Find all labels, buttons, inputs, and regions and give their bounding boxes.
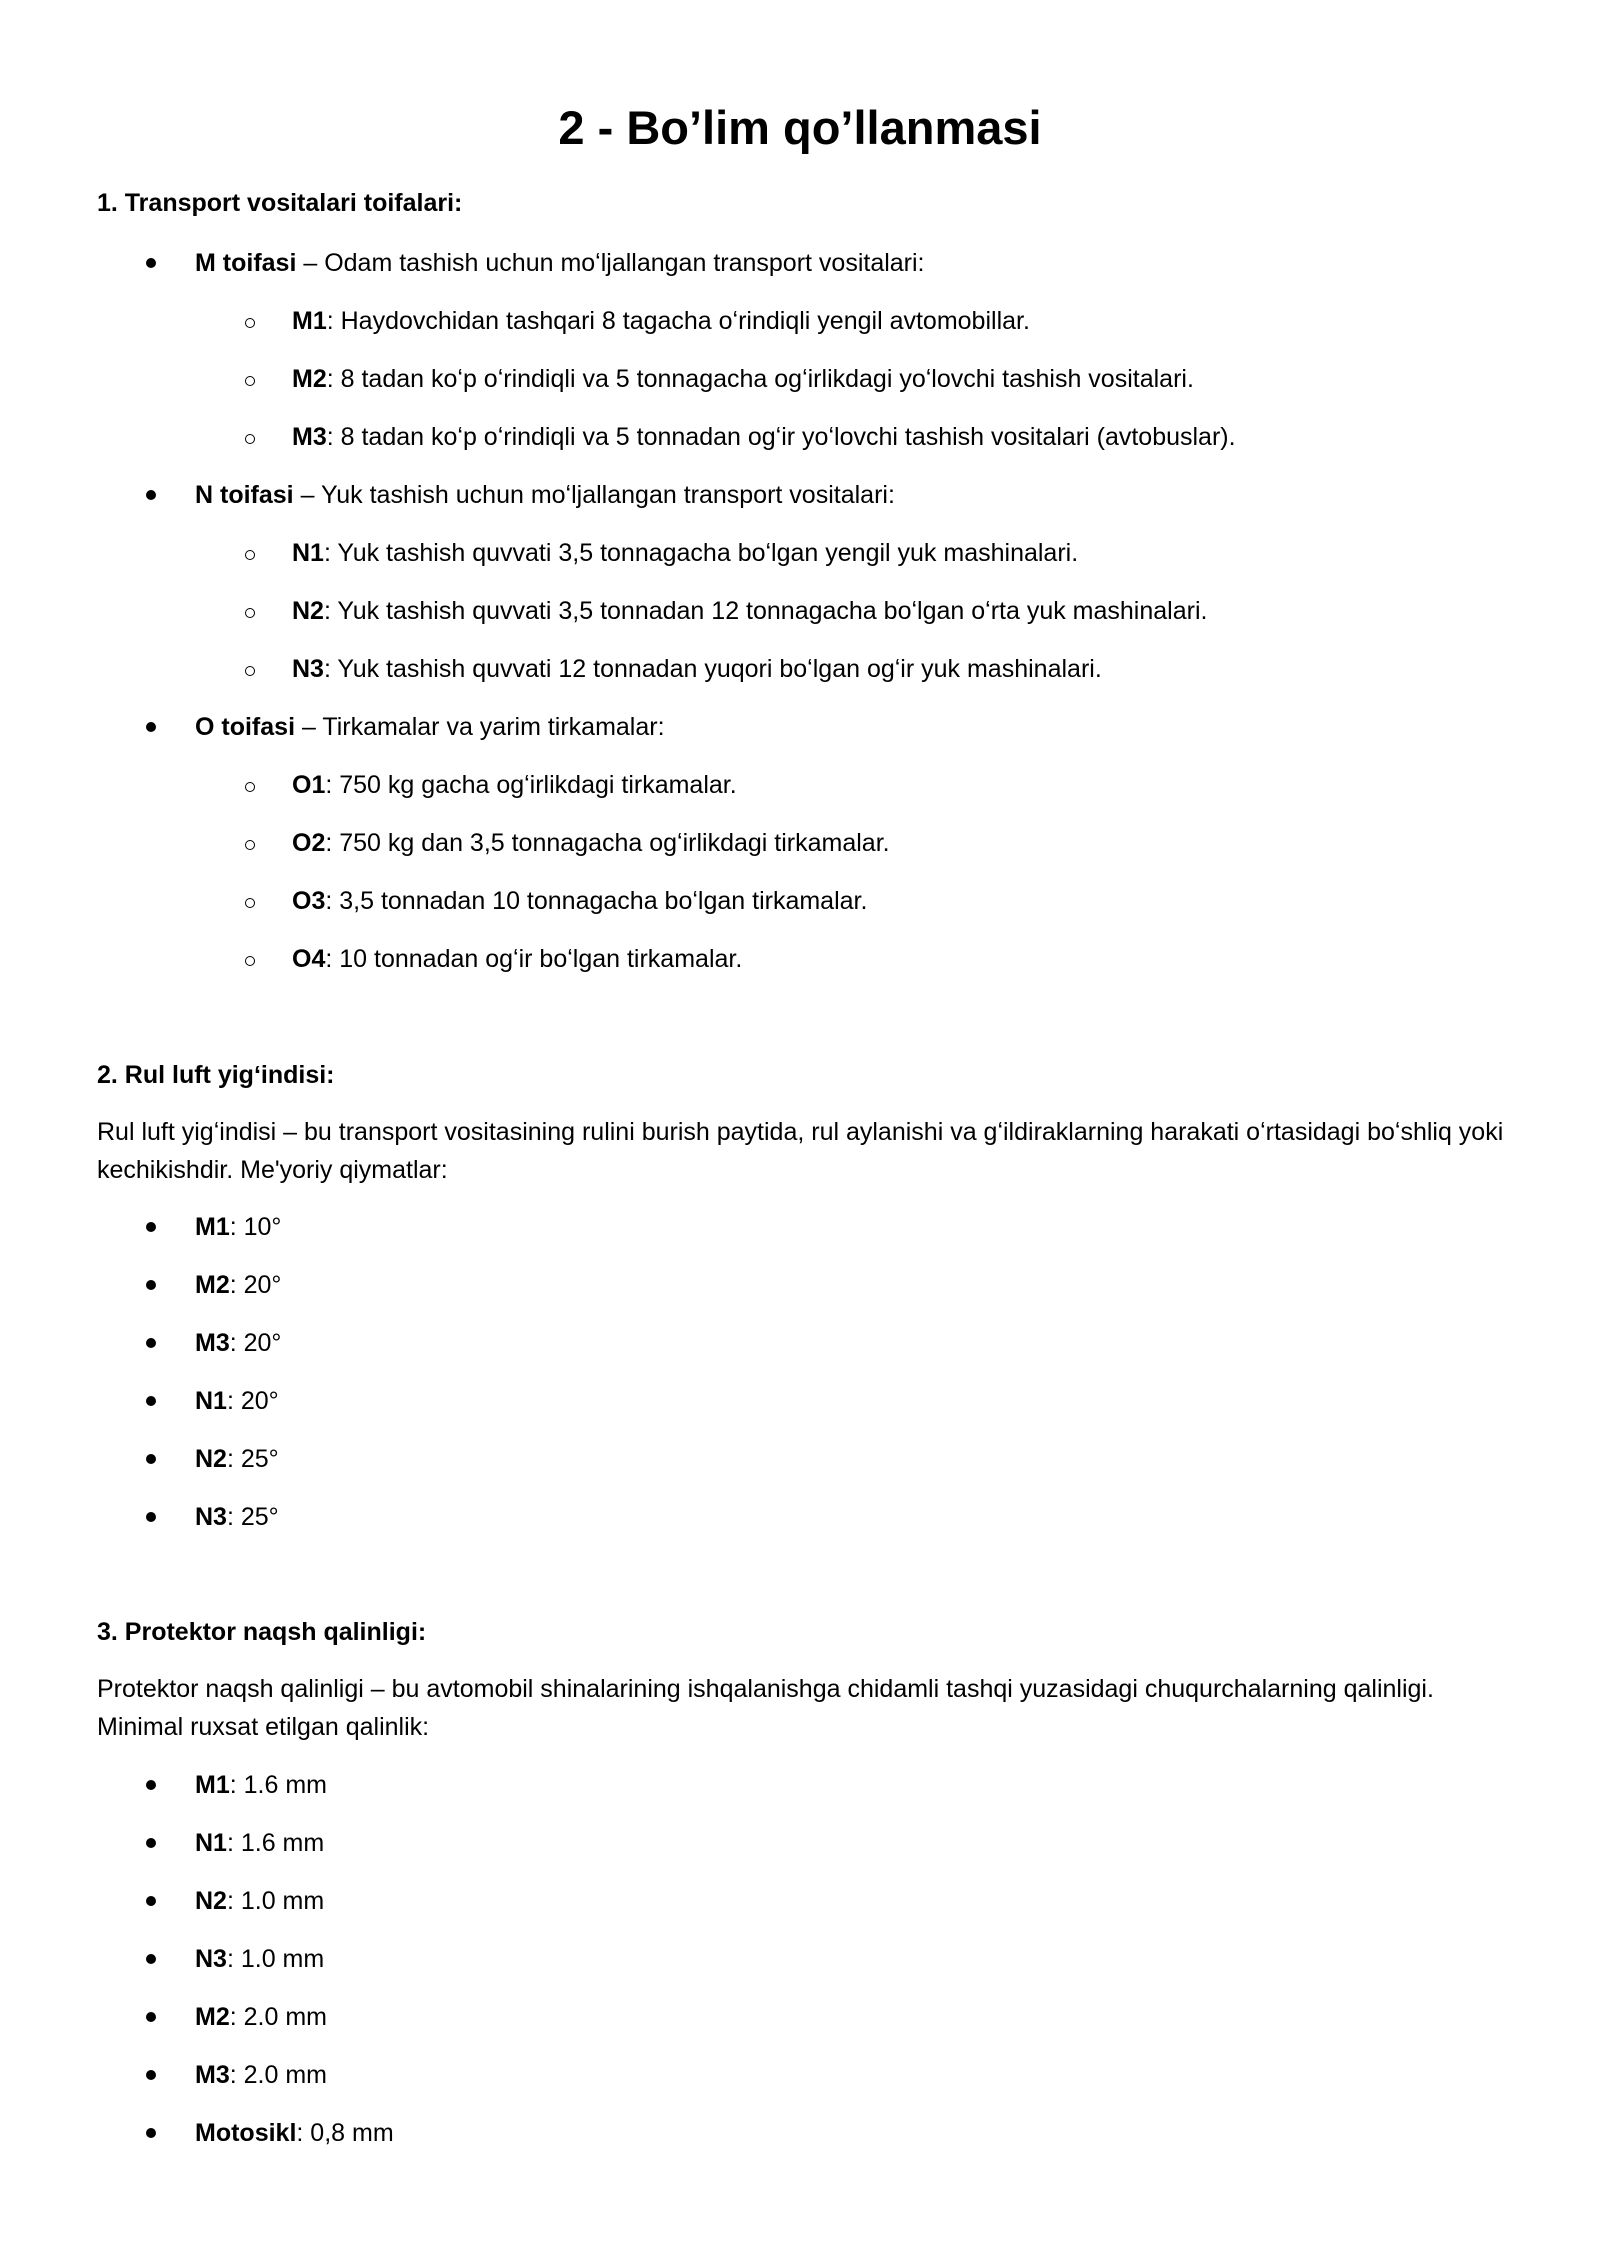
value-label: Motosikl <box>195 2119 297 2147</box>
subcategory-text: : 750 kg gacha ogʻirlikdagi tirkamalar. <box>325 771 737 799</box>
subcategory-item-m3 <box>292 420 1236 454</box>
value-item-n1 <box>195 1826 324 1860</box>
category-text: – Odam tashish uchun moʻljallangan transport vositalari: <box>296 249 925 277</box>
subcategory-label: N1 <box>292 539 324 567</box>
value-text: : 1.6 mm <box>226 1829 325 1857</box>
section-heading-tread-depth: 3. Protektor naqsh qalinligi: <box>97 1618 427 1646</box>
subcategory-item-n3 <box>292 652 1102 686</box>
subcategory-text: : Haydovchidan tashqari 8 tagacha oʻrindiqli yengil avtomobillar. <box>326 307 1030 335</box>
value-label: N1 <box>195 1829 227 1857</box>
value-text: : 0,8 mm <box>296 2119 394 2147</box>
value-text: : 2.0 mm <box>229 2061 327 2089</box>
bullet-icon <box>146 1222 156 1232</box>
subcategory-item-o4 <box>292 942 742 976</box>
bullet-icon <box>146 1896 156 1906</box>
value-text: : 2.0 mm <box>229 2003 327 2031</box>
value-item-n3 <box>195 1942 324 1976</box>
section-heading-transport-categories: 1. Transport vositalari toifalari: <box>97 189 463 217</box>
subcategory-label: N3 <box>292 655 324 683</box>
bullet-icon <box>146 1838 156 1848</box>
value-item-m2 <box>195 1268 281 1302</box>
subcategory-text: : 8 tadan koʻp oʻrindiqli va 5 tonnadan ogʻir yoʻlovchi tashish vositalari (avtobuslar). <box>326 423 1236 451</box>
value-label: M2 <box>195 1271 230 1299</box>
category-item-m <box>195 246 925 280</box>
subcategory-label: M1 <box>292 307 327 335</box>
value-label: M3 <box>195 2061 230 2089</box>
circle-bullet-icon <box>245 898 255 908</box>
value-item-m1 <box>195 1768 327 1802</box>
value-text: : 20° <box>229 1329 282 1357</box>
bullet-icon <box>146 490 156 500</box>
circle-bullet-icon <box>245 956 255 966</box>
bullet-icon <box>146 1954 156 1964</box>
subcategory-label: O1 <box>292 771 326 799</box>
subcategory-item-n1 <box>292 536 1078 570</box>
value-item-n2 <box>195 1442 279 1476</box>
value-item-m1 <box>195 1210 281 1244</box>
value-text: : 1.0 mm <box>226 1887 325 1915</box>
value-text: : 25° <box>226 1445 279 1473</box>
value-label: N2 <box>195 1887 227 1915</box>
value-item-m3 <box>195 2058 327 2092</box>
value-label: N3 <box>195 1945 227 1973</box>
value-text: : 1.0 mm <box>226 1945 325 1973</box>
bullet-icon <box>146 722 156 732</box>
value-label: N2 <box>195 1445 227 1473</box>
value-text: : 10° <box>229 1213 282 1241</box>
bullet-icon <box>146 2070 156 2080</box>
category-item-n <box>195 478 895 512</box>
bullet-icon <box>146 2128 156 2138</box>
bullet-icon <box>146 1280 156 1290</box>
subcategory-text: : Yuk tashish quvvati 3,5 tonnagacha boʻlgan yengil yuk mashinalari. <box>323 539 1079 567</box>
subcategory-label: N2 <box>292 597 324 625</box>
bullet-icon <box>146 1396 156 1406</box>
value-label: M1 <box>195 1771 230 1799</box>
value-text: : 25° <box>226 1503 279 1531</box>
circle-bullet-icon <box>245 550 255 560</box>
bullet-icon <box>146 1338 156 1348</box>
subcategory-text: : Yuk tashish quvvati 3,5 tonnadan 12 tonnagacha boʻlgan oʻrta yuk mashinalari. <box>323 597 1208 625</box>
section-paragraph-tread-depth: Protektor naqsh qalinligi – bu avtomobil shinalarining ishqalanishga chidamli tashqi yuzasidagi chuqurchalarning qalinligi. Minimal ruxsat etilgan qalinlik: <box>97 1675 1434 1741</box>
subcategory-text: : 750 kg dan 3,5 tonnagacha ogʻirlikdagi tirkamalar. <box>325 829 890 857</box>
circle-bullet-icon <box>245 434 255 444</box>
circle-bullet-icon <box>245 666 255 676</box>
section-heading-steering-play: 2. Rul luft yigʻindisi: <box>97 1061 335 1089</box>
category-item-o <box>195 710 665 744</box>
subcategory-item-o2 <box>292 826 890 860</box>
value-label: N1 <box>195 1387 227 1415</box>
subcategory-item-m2 <box>292 362 1194 396</box>
subcategory-label: O2 <box>292 829 326 857</box>
circle-bullet-icon <box>245 840 255 850</box>
category-text: – Tirkamalar va yarim tirkamalar: <box>295 713 665 741</box>
subcategory-label: O3 <box>292 887 326 915</box>
value-label: M3 <box>195 1329 230 1357</box>
value-text: : 1.6 mm <box>229 1771 327 1799</box>
bullet-icon <box>146 1454 156 1464</box>
value-text: : 20° <box>226 1387 279 1415</box>
subcategory-text: : 8 tadan koʻp oʻrindiqli va 5 tonnagacha ogʻirlikdagi yoʻlovchi tashish vositalari. <box>326 365 1194 393</box>
value-item-motosikl <box>195 2116 394 2150</box>
value-label: N3 <box>195 1503 227 1531</box>
page-title: 2 - Bo’lim qo’llanmasi <box>558 101 1042 154</box>
circle-bullet-icon <box>245 376 255 386</box>
category-label: M toifasi <box>195 249 297 277</box>
value-item-m2 <box>195 2000 327 2034</box>
subcategory-item-m1 <box>292 304 1030 338</box>
category-text: – Yuk tashish uchun moʻljallangan transport vositalari: <box>293 481 895 509</box>
section-paragraph-steering-play: Rul luft yigʻindisi – bu transport vositasining rulini burish paytida, rul aylanishi va gʻildiraklarning harakati oʻrtasidagi boʻshliq yoki kechikishdir. Me'yoriy qiymatlar: <box>97 1118 1504 1184</box>
category-label: N toifasi <box>195 481 294 509</box>
value-label: M2 <box>195 2003 230 2031</box>
subcategory-label: O4 <box>292 945 326 973</box>
subcategory-label: M2 <box>292 365 327 393</box>
subcategory-item-n2 <box>292 594 1207 628</box>
value-item-n1 <box>195 1384 279 1418</box>
bullet-icon <box>146 1512 156 1522</box>
bullet-icon <box>146 258 156 268</box>
circle-bullet-icon <box>245 608 255 618</box>
subcategory-item-o3 <box>292 884 867 918</box>
value-text: : 20° <box>229 1271 282 1299</box>
subcategory-label: M3 <box>292 423 327 451</box>
value-item-m3 <box>195 1326 281 1360</box>
bullet-icon <box>146 1780 156 1790</box>
subcategory-item-o1 <box>292 768 737 802</box>
value-item-n2 <box>195 1884 324 1918</box>
subcategory-text: : Yuk tashish quvvati 12 tonnadan yuqori boʻlgan ogʻir yuk mashinalari. <box>323 655 1102 683</box>
value-label: M1 <box>195 1213 230 1241</box>
category-label: O toifasi <box>195 713 296 741</box>
circle-bullet-icon <box>245 318 255 328</box>
value-item-n3 <box>195 1500 279 1534</box>
subcategory-text: : 10 tonnadan ogʻir boʻlgan tirkamalar. <box>325 945 743 973</box>
subcategory-text: : 3,5 tonnadan 10 tonnagacha boʻlgan tirkamalar. <box>325 887 868 915</box>
bullet-icon <box>146 2012 156 2022</box>
circle-bullet-icon <box>245 782 255 792</box>
